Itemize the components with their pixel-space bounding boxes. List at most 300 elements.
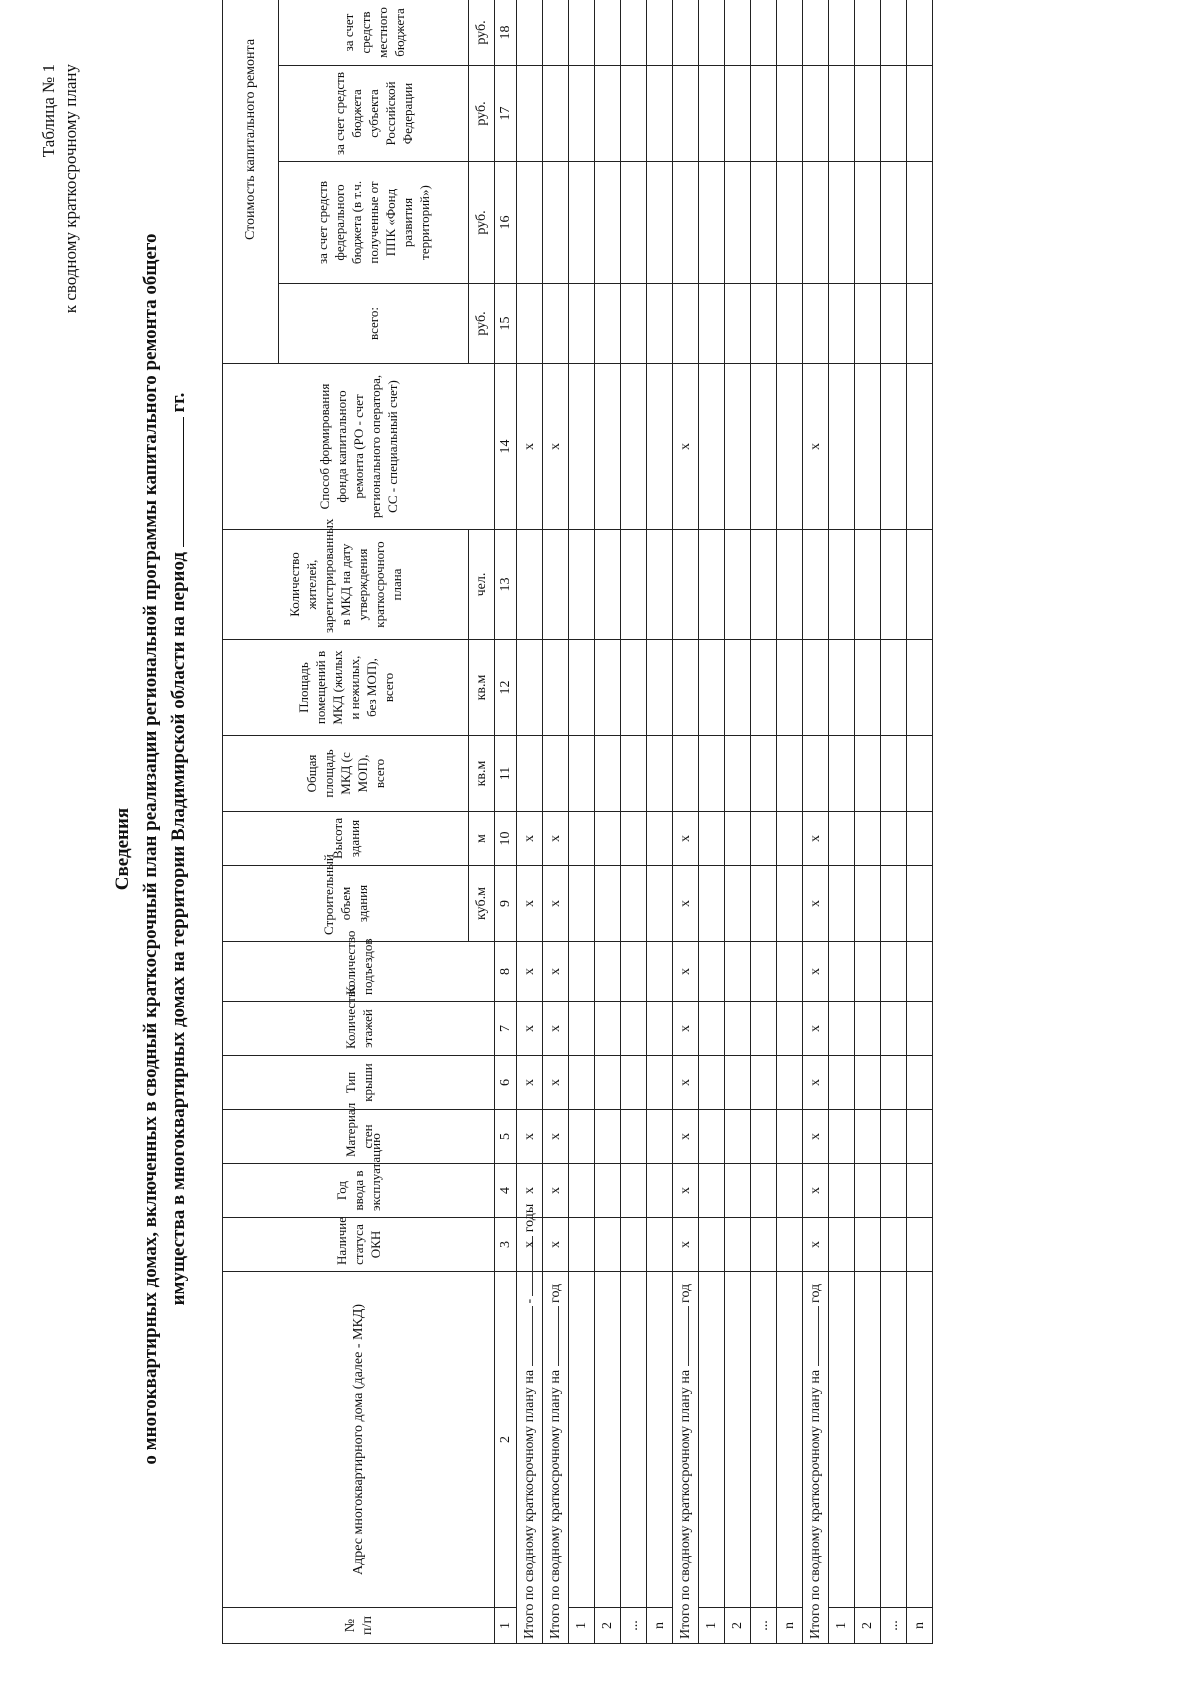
empty-cell — [543, 66, 569, 162]
total-row-prefix: Итого по сводному краткосрочному плану на — [548, 1369, 563, 1639]
total-row-prefix: Итого по сводному краткосрочному плану на — [808, 1369, 823, 1639]
empty-cell — [881, 1218, 907, 1272]
empty-cell — [777, 1218, 803, 1272]
header-residents: Количество жителей, зарегистрированных в МКД на дату утверждения краткосрочного плана — [223, 530, 469, 640]
table-note-caption: к сводному краткосрочному плану — [61, 64, 80, 314]
empty-cell — [855, 812, 881, 866]
empty-cell — [829, 812, 855, 866]
empty-cell — [673, 0, 699, 66]
empty-cell — [621, 364, 647, 530]
empty-cell — [777, 866, 803, 942]
column-number: 3 — [495, 1218, 517, 1272]
empty-cell — [699, 866, 725, 942]
empty-cell — [881, 1002, 907, 1056]
empty-cell — [803, 736, 829, 812]
empty-cell — [907, 284, 933, 364]
column-number: 14 — [495, 364, 517, 530]
title-period-suffix: гг. — [168, 392, 189, 413]
empty-cell — [855, 736, 881, 812]
empty-cell — [517, 736, 543, 812]
total-row-label — [517, 1203, 543, 1644]
unit-cost-local: руб. — [469, 0, 495, 66]
empty-cell — [647, 1218, 673, 1272]
empty-cell — [751, 162, 777, 284]
empty-cell — [751, 1218, 777, 1272]
cross-mark: x — [543, 1056, 569, 1110]
empty-cell — [881, 1164, 907, 1218]
empty-cell — [647, 284, 673, 364]
empty-cell — [621, 866, 647, 942]
header-row-1 — [223, 0, 279, 1644]
cross-mark: x — [543, 812, 569, 866]
empty-cell — [699, 942, 725, 1002]
mkd-summary-table — [222, 0, 933, 1644]
table-row — [829, 0, 855, 1644]
empty-cell — [647, 1002, 673, 1056]
empty-cell — [569, 640, 595, 736]
empty-cell — [881, 1056, 907, 1110]
total-row-years — [517, 0, 543, 1644]
cross-mark: x — [517, 812, 543, 866]
column-number: 6 — [495, 1056, 517, 1110]
empty-cell — [569, 1002, 595, 1056]
empty-cell — [777, 1110, 803, 1164]
empty-cell — [881, 1110, 907, 1164]
empty-cell — [777, 1272, 803, 1608]
row-number: n — [907, 1608, 933, 1644]
column-number: 13 — [495, 530, 517, 640]
empty-cell — [881, 162, 907, 284]
empty-cell — [673, 284, 699, 364]
cross-mark: x — [543, 1218, 569, 1272]
empty-cell — [855, 640, 881, 736]
empty-cell — [725, 1164, 751, 1218]
cross-mark: x — [517, 942, 543, 1002]
empty-cell — [725, 942, 751, 1002]
empty-cell — [907, 1056, 933, 1110]
cross-mark: x — [803, 1056, 829, 1110]
empty-cell — [855, 1272, 881, 1608]
empty-cell — [647, 640, 673, 736]
empty-cell — [569, 364, 595, 530]
row-number: ... — [621, 1608, 647, 1644]
empty-cell — [725, 1272, 751, 1608]
empty-cell — [855, 1110, 881, 1164]
empty-cell — [621, 0, 647, 66]
column-number: 12 — [495, 640, 517, 736]
header-cost-local: за счет средств местного бюджета — [279, 0, 469, 66]
cross-mark: x — [543, 942, 569, 1002]
empty-cell — [569, 1056, 595, 1110]
header-entrances: Количество подъездов — [223, 942, 495, 1002]
empty-cell — [621, 812, 647, 866]
empty-cell — [881, 640, 907, 736]
empty-cell — [881, 0, 907, 66]
empty-cell — [569, 942, 595, 1002]
empty-cell — [595, 812, 621, 866]
cross-mark: x — [517, 866, 543, 942]
empty-cell — [829, 284, 855, 364]
empty-cell — [595, 1110, 621, 1164]
empty-cell — [777, 530, 803, 640]
empty-cell — [699, 0, 725, 66]
cross-mark: x — [673, 1110, 699, 1164]
cross-mark: x — [673, 364, 699, 530]
empty-cell — [647, 866, 673, 942]
empty-cell — [881, 66, 907, 162]
unit-residents: чел. — [469, 530, 495, 640]
table-row — [907, 0, 933, 1644]
empty-cell — [803, 530, 829, 640]
empty-cell — [647, 162, 673, 284]
empty-cell — [725, 530, 751, 640]
column-number: 15 — [495, 284, 517, 364]
empty-cell — [543, 736, 569, 812]
empty-cell — [725, 812, 751, 866]
empty-cell — [621, 1002, 647, 1056]
empty-cell — [725, 1218, 751, 1272]
year-blank — [807, 1306, 819, 1366]
empty-cell — [777, 66, 803, 162]
table-row — [725, 0, 751, 1644]
empty-cell — [673, 66, 699, 162]
empty-cell — [595, 162, 621, 284]
row-number: 2 — [855, 1608, 881, 1644]
year-range-dash: - — [522, 1298, 537, 1304]
cross-mark: x — [803, 1002, 829, 1056]
empty-cell — [777, 1164, 803, 1218]
empty-cell — [829, 1164, 855, 1218]
empty-cell — [569, 162, 595, 284]
empty-cell — [595, 1272, 621, 1608]
column-number: 8 — [495, 942, 517, 1002]
total-row-year — [673, 0, 699, 1644]
period-blank — [165, 417, 184, 547]
table-row — [569, 0, 595, 1644]
empty-cell — [517, 284, 543, 364]
header-area-premises: Площадь помещений в МКД (жилых и нежилых, без МОП), всего — [223, 640, 469, 736]
header-cost-total: всего: — [279, 284, 469, 364]
empty-cell — [699, 736, 725, 812]
empty-cell — [751, 942, 777, 1002]
empty-cell — [725, 364, 751, 530]
empty-cell — [881, 812, 907, 866]
header-okn: Наличие статуса ОКН — [223, 1218, 495, 1272]
cross-mark: x — [517, 364, 543, 530]
empty-cell — [855, 284, 881, 364]
empty-cell — [699, 66, 725, 162]
empty-cell — [829, 530, 855, 640]
column-number: 16 — [495, 162, 517, 284]
total-row-label — [803, 1272, 829, 1644]
total-row-year — [543, 0, 569, 1644]
total-row-suffix: год — [808, 1283, 823, 1303]
title-line-2 — [165, 154, 191, 1544]
year-blank — [547, 1306, 559, 1366]
empty-cell — [621, 66, 647, 162]
empty-cell — [543, 640, 569, 736]
cross-mark: x — [543, 1002, 569, 1056]
row-number: 1 — [829, 1608, 855, 1644]
column-number: 1 — [495, 1608, 517, 1644]
empty-cell — [907, 1272, 933, 1608]
cross-mark: x — [803, 1218, 829, 1272]
empty-cell — [907, 1110, 933, 1164]
empty-cell — [725, 640, 751, 736]
empty-cell — [829, 736, 855, 812]
header-area-total: Общая площадь МКД (с МОП), всего — [223, 736, 469, 812]
empty-cell — [621, 640, 647, 736]
empty-cell — [907, 0, 933, 66]
empty-cell — [803, 162, 829, 284]
empty-cell — [595, 866, 621, 942]
total-row-prefix: Итого по сводному краткосрочному плану на — [678, 1369, 693, 1639]
empty-cell — [569, 530, 595, 640]
total-row-suffix: год — [678, 1283, 693, 1303]
empty-cell — [569, 1218, 595, 1272]
empty-cell — [751, 364, 777, 530]
empty-cell — [699, 530, 725, 640]
cross-mark: x — [517, 1164, 543, 1218]
header-roof: Тип крыши — [223, 1056, 495, 1110]
empty-cell — [647, 1272, 673, 1608]
header-volume: Строительный объем здания — [223, 866, 469, 942]
total-row-prefix: Итого по сводному краткосрочному плану на — [522, 1369, 537, 1639]
column-number: 2 — [495, 1272, 517, 1608]
empty-cell — [829, 1272, 855, 1608]
empty-cell — [621, 736, 647, 812]
empty-cell — [751, 530, 777, 640]
empty-cell — [725, 1110, 751, 1164]
empty-cell — [777, 640, 803, 736]
cross-mark: x — [517, 1110, 543, 1164]
empty-cell — [855, 66, 881, 162]
header-cost-group: Стоимость капитального ремонта — [223, 0, 279, 364]
unit-area-premises: кв.м — [469, 640, 495, 736]
empty-cell — [647, 736, 673, 812]
empty-cell — [751, 1164, 777, 1218]
unit-cost-total: руб. — [469, 284, 495, 364]
empty-cell — [647, 1110, 673, 1164]
cross-mark: x — [673, 1164, 699, 1218]
empty-cell — [647, 0, 673, 66]
total-row-year — [803, 0, 829, 1644]
total-row-suffix: годы — [522, 1203, 537, 1233]
cross-mark: x — [673, 812, 699, 866]
empty-cell — [855, 1056, 881, 1110]
total-row-suffix: год — [548, 1283, 563, 1303]
empty-cell — [621, 530, 647, 640]
empty-cell — [855, 0, 881, 66]
empty-cell — [673, 640, 699, 736]
table-row — [855, 0, 881, 1644]
row-number: ... — [751, 1608, 777, 1644]
empty-cell — [803, 0, 829, 66]
empty-cell — [699, 1164, 725, 1218]
empty-cell — [725, 1056, 751, 1110]
empty-cell — [725, 866, 751, 942]
cross-mark: x — [803, 942, 829, 1002]
empty-cell — [829, 942, 855, 1002]
year-blank — [677, 1306, 689, 1366]
empty-cell — [777, 364, 803, 530]
empty-cell — [699, 1218, 725, 1272]
title-heading: Сведения — [112, 807, 133, 891]
empty-cell — [907, 942, 933, 1002]
empty-cell — [595, 364, 621, 530]
header-walls: Материал стен — [223, 1110, 495, 1164]
cross-mark: x — [673, 942, 699, 1002]
table-row — [595, 0, 621, 1644]
empty-cell — [621, 1110, 647, 1164]
empty-cell — [725, 162, 751, 284]
empty-cell — [829, 1110, 855, 1164]
empty-cell — [543, 284, 569, 364]
empty-cell — [855, 530, 881, 640]
cross-mark: x — [803, 866, 829, 942]
empty-cell — [673, 530, 699, 640]
empty-cell — [725, 736, 751, 812]
empty-cell — [595, 1164, 621, 1218]
row-number: 2 — [595, 1608, 621, 1644]
empty-cell — [595, 1002, 621, 1056]
cross-mark: x — [673, 1056, 699, 1110]
empty-cell — [855, 1002, 881, 1056]
header-cost-federal: за счет средств федерального бюджета (в т.ч. полученные от ППК «Фонд развития территорий») — [279, 162, 469, 284]
empty-cell — [777, 0, 803, 66]
empty-cell — [569, 866, 595, 942]
column-number: 10 — [495, 812, 517, 866]
empty-cell — [699, 1002, 725, 1056]
column-number: 5 — [495, 1110, 517, 1164]
empty-cell — [699, 1110, 725, 1164]
empty-cell — [751, 736, 777, 812]
column-number-row — [495, 0, 517, 1644]
empty-cell — [517, 640, 543, 736]
cross-mark: x — [803, 1164, 829, 1218]
column-number: 17 — [495, 66, 517, 162]
unit-area-total: кв.м — [469, 736, 495, 812]
empty-cell — [829, 1056, 855, 1110]
cross-mark: x — [543, 364, 569, 530]
empty-cell — [829, 640, 855, 736]
empty-cell — [517, 530, 543, 640]
empty-cell — [777, 1056, 803, 1110]
header-height: Высота здания — [223, 812, 469, 866]
empty-cell — [517, 66, 543, 162]
empty-cell — [725, 66, 751, 162]
header-cost-subject: за счет средств бюджета субъекта Российской Федерации — [279, 66, 469, 162]
total-row-label — [543, 1272, 569, 1644]
empty-cell — [907, 1002, 933, 1056]
empty-cell — [647, 1164, 673, 1218]
column-number: 9 — [495, 866, 517, 942]
empty-cell — [699, 284, 725, 364]
empty-cell — [621, 942, 647, 1002]
empty-cell — [751, 640, 777, 736]
table-row — [751, 0, 777, 1644]
empty-cell — [621, 1218, 647, 1272]
empty-cell — [517, 0, 543, 66]
cross-mark: x — [673, 1218, 699, 1272]
empty-cell — [699, 364, 725, 530]
column-number: 18 — [495, 0, 517, 66]
empty-cell — [907, 364, 933, 530]
empty-cell — [569, 0, 595, 66]
cross-mark: x — [803, 364, 829, 530]
empty-cell — [907, 640, 933, 736]
empty-cell — [751, 1110, 777, 1164]
empty-cell — [855, 942, 881, 1002]
empty-cell — [595, 1056, 621, 1110]
column-number: 11 — [495, 736, 517, 812]
empty-cell — [777, 942, 803, 1002]
year-blank — [521, 1306, 533, 1366]
table-note — [38, 64, 82, 564]
empty-cell — [907, 162, 933, 284]
table-row — [647, 0, 673, 1644]
empty-cell — [595, 530, 621, 640]
empty-cell — [907, 1218, 933, 1272]
cross-mark: x — [517, 1002, 543, 1056]
header-year: Год ввода в эксплуатацию — [223, 1164, 495, 1218]
cross-mark: x — [673, 1002, 699, 1056]
empty-cell — [777, 162, 803, 284]
row-number: 1 — [569, 1608, 595, 1644]
empty-cell — [829, 66, 855, 162]
cross-mark: x — [543, 1164, 569, 1218]
empty-cell — [647, 66, 673, 162]
empty-cell — [751, 812, 777, 866]
empty-cell — [673, 736, 699, 812]
empty-cell — [621, 1164, 647, 1218]
cross-mark: x — [803, 812, 829, 866]
empty-cell — [543, 162, 569, 284]
unit-volume: куб.м — [469, 866, 495, 942]
empty-cell — [829, 1002, 855, 1056]
empty-cell — [673, 162, 699, 284]
empty-cell — [569, 1164, 595, 1218]
empty-cell — [803, 66, 829, 162]
empty-cell — [907, 1164, 933, 1218]
empty-cell — [751, 66, 777, 162]
empty-cell — [595, 640, 621, 736]
empty-cell — [517, 162, 543, 284]
title-line-2-text: имущества в многоквартирных домах на территории Владимирской области на период — [168, 551, 189, 1306]
cross-mark: x — [673, 866, 699, 942]
empty-cell — [855, 1218, 881, 1272]
empty-cell — [751, 1272, 777, 1608]
empty-cell — [777, 284, 803, 364]
empty-cell — [569, 736, 595, 812]
empty-cell — [751, 866, 777, 942]
empty-cell — [881, 284, 907, 364]
empty-cell — [855, 364, 881, 530]
header-no: № п/п — [223, 1608, 495, 1644]
empty-cell — [725, 1002, 751, 1056]
table-row — [699, 0, 725, 1644]
empty-cell — [907, 66, 933, 162]
empty-cell — [699, 1056, 725, 1110]
empty-cell — [543, 530, 569, 640]
empty-cell — [907, 812, 933, 866]
empty-cell — [621, 162, 647, 284]
empty-cell — [829, 364, 855, 530]
empty-cell — [647, 942, 673, 1002]
unit-cost-federal: руб. — [469, 162, 495, 284]
empty-cell — [803, 640, 829, 736]
empty-cell — [569, 1110, 595, 1164]
